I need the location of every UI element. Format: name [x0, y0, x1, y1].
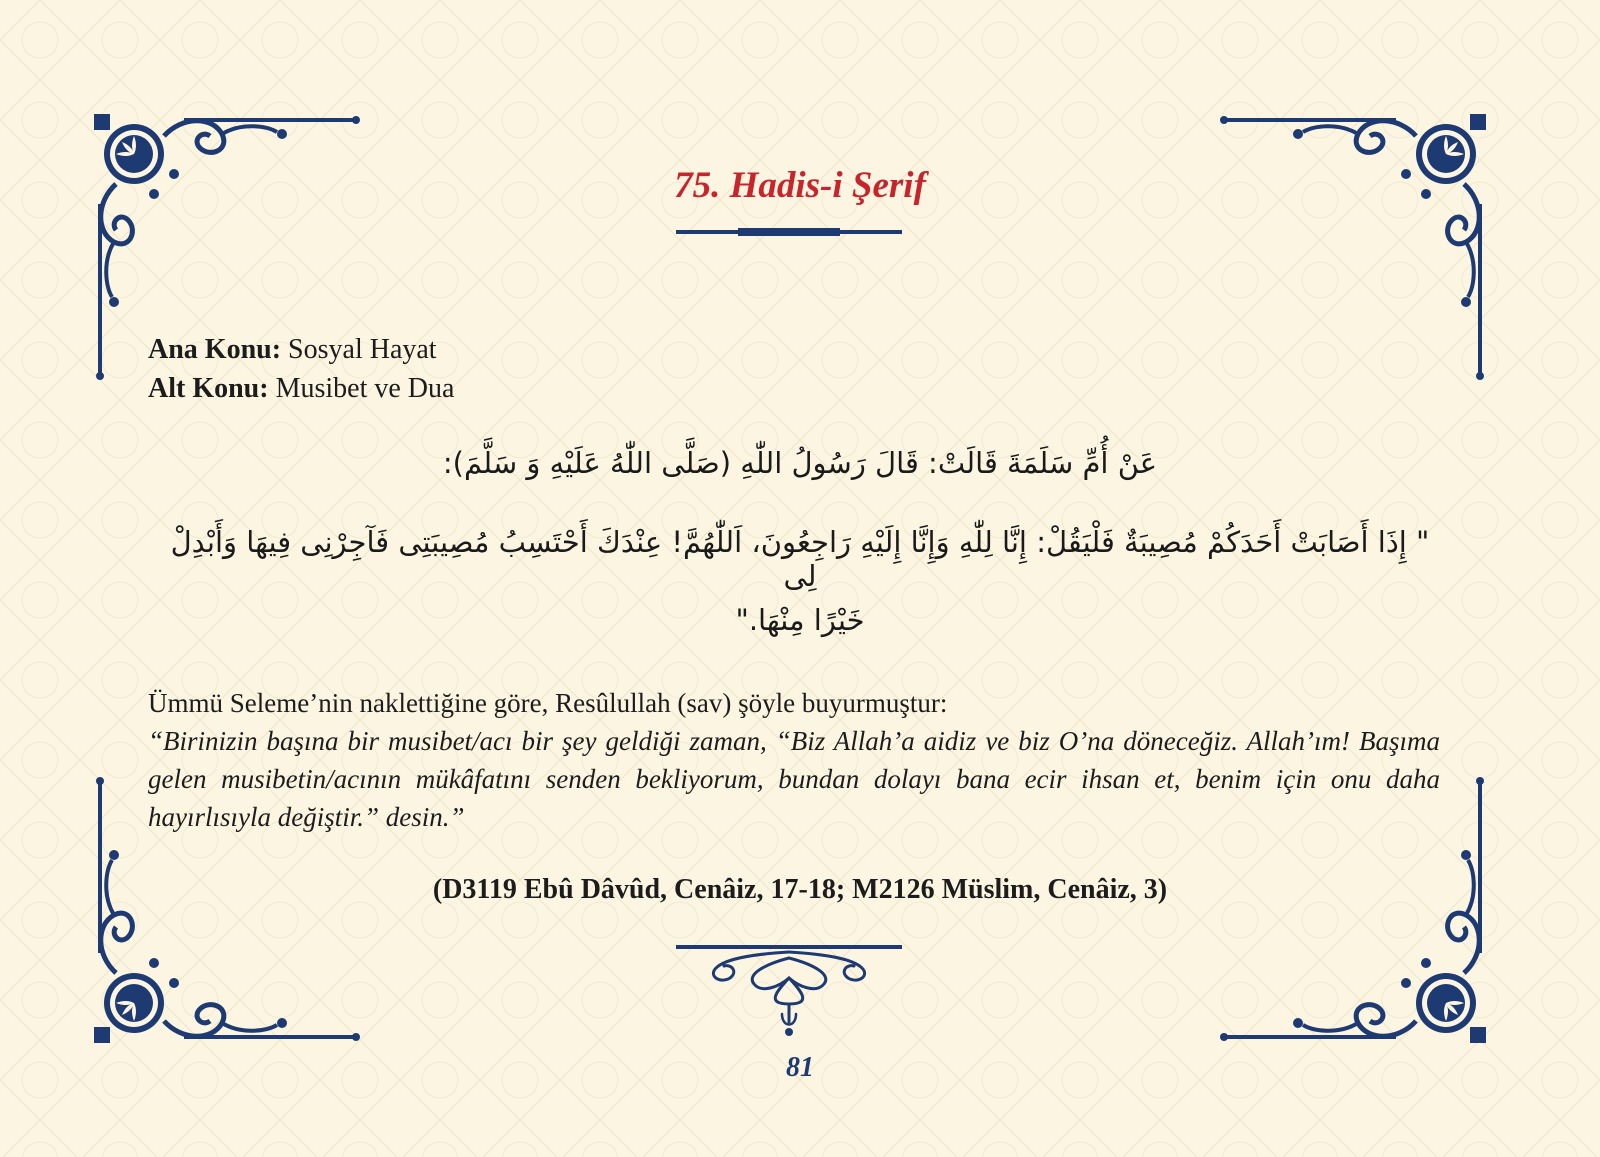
arabic-text-line-2: " إِذَا أَصَابَتْ أَحَدَكُمْ مُصِيبَةٌ فَلْيَقُلْ: إِنَّا لِلّٰهِ وَإِنَّا إِلَيْهِ رَاجِعُونَ، اَللّٰهُمَّ! عِنْدَكَ أَحْتَسِبُ مُصِيبَتِى فَآجِرْنِى فِيهَا وَأَبْدِلْ لِى [170, 525, 1430, 593]
translation-intro: Ümmü Seleme’nin naklettiğine göre, Resûlullah (sav) şöyle buyurmuştur: [148, 688, 948, 718]
topic-block [148, 330, 454, 408]
title-divider [676, 230, 902, 234]
page-title: 75. Hadis-i Şerif [674, 165, 926, 206]
page-number: 81 [786, 1052, 814, 1083]
main-topic [148, 330, 454, 369]
main-topic-label: Ana Konu: [148, 334, 282, 365]
translation-block [148, 684, 1440, 836]
main-topic-value: Sosyal Hayat [288, 334, 437, 365]
sub-topic-label: Alt Konu: [148, 373, 269, 404]
bottom-ornament [676, 944, 902, 1039]
source-citation: (D3119 Ebû Dâvûd, Cenâiz, 17-18; M2126 Müslim, Cenâiz, 3) [432, 874, 1168, 905]
sub-topic [148, 369, 454, 408]
arabic-text-line-1: عَنْ أُمِّ سَلَمَةَ قَالَتْ: قَالَ رَسُولُ اللّٰهِ (صَلَّى اللّٰهُ عَلَيْهِ وَ سَلَّمَ): [442, 446, 1158, 480]
sub-topic-value: Musibet ve Dua [275, 373, 455, 404]
translation-quote: “Birinizin başına bir musibet/acı bir şey geldiği zaman, “Biz Allah’a aidiz ve biz O’na döneceğiz. Allah’ım! Başıma gelen musibetin/acının mükâfatını senden bekliyorum, bundan dolayı bana ecir ihsan et, benim için onu daha hayırlısıyla değiştir.” desin.” [148, 726, 1440, 832]
corner-ornament-top-right [1218, 112, 1488, 382]
arabic-text-line-3: خَيْرًا مِنْهَا." [735, 603, 865, 637]
